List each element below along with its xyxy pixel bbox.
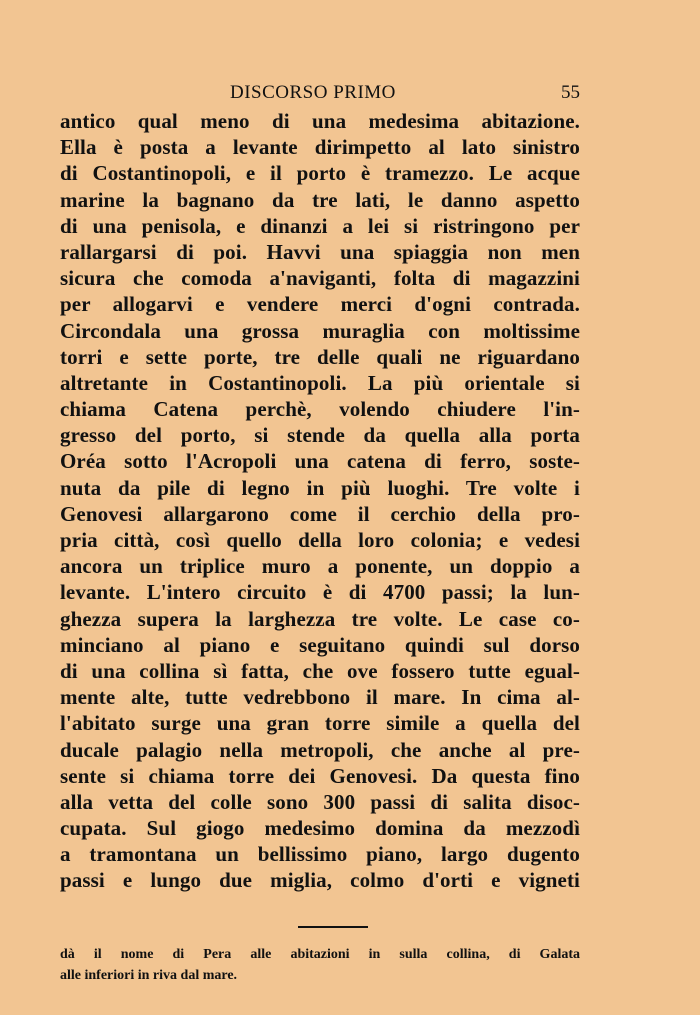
text-line: antico qual meno di una medesima abitazione. [60, 109, 580, 133]
text-line: Ella è posta a levante dirimpetto al lato sinistro [60, 135, 580, 160]
text-line: sente si chiama torre dei Genovesi. Da questa fino [60, 763, 580, 788]
text-line: per allogarvi e vendere merci d'ogni contrada. [60, 292, 580, 317]
text-line: ducale palagio nella metropoli, che anche al pre- [60, 737, 580, 762]
footnote-line: dà il nome di Pera alle abitazioni in sulla collina, di Galata [60, 947, 580, 962]
text-line: l'abitato surge una gran torre simile a quella del [60, 711, 580, 736]
text-line: ancora un triplice muro a ponente, un doppio a [60, 554, 580, 579]
text-line: sicura che comoda a'naviganti, folta di magazzini [60, 266, 580, 291]
text-line: Oréa sotto l'Acropoli una catena di ferro, soste- [60, 449, 580, 474]
body-text [60, 108, 580, 894]
running-head [60, 82, 580, 108]
footnote-divider [298, 926, 368, 928]
text-line: alla vetta del colle sono 300 passi di salita disoc- [60, 789, 580, 814]
footnote [60, 944, 580, 986]
text-line: altretante in Costantinopoli. La più orientale si [60, 370, 580, 395]
text-line: torri e sette porte, tre delle quali ne riguardano [60, 344, 580, 369]
text-line: di una collina sì fatta, che ove fossero tutte egual- [60, 658, 580, 683]
text-line: gresso del porto, si stende da quella alla porta [60, 423, 580, 448]
text-line: mente alte, tutte vedrebbono il mare. In cima al- [60, 685, 580, 710]
text-line: pria città, così quello della loro colonia; e vedesi [60, 528, 580, 552]
text-line: di Costantinopoli, e il porto è tramezzo. Le acque [60, 161, 580, 186]
text-line: di una penisola, e dinanzi a lei si ristringono per [60, 213, 580, 238]
text-line: a tramontana un bellissimo piano, largo dugento [60, 842, 580, 867]
text-line: nuta da pile di legno in più luoghi. Tre volte i [60, 475, 580, 500]
text-line: cupata. Sul giogo medesimo domina da mezzodì [60, 816, 580, 841]
running-title: DISCORSO PRIMO [230, 82, 396, 103]
text-line: levante. L'intero circuito è di 4700 passi; la lun- [60, 580, 580, 605]
text-line: minciano al piano e seguitano quindi sul dorso [60, 632, 580, 657]
footnote-line: alle inferiori in riva dal mare. [60, 968, 238, 983]
text-line: chiama Catena perchè, volendo chiudere l'in- [60, 397, 580, 422]
text-line: Genovesi allargarono come il cerchio della pro- [60, 501, 580, 526]
text-line: passi e lungo due miglia, colmo d'orti e vigneti [60, 868, 580, 893]
text-line: rallargarsi di poi. Havvi una spiaggia non men [60, 239, 580, 264]
page-number: 55 [561, 82, 580, 103]
text-line: Circondala una grossa muraglia con moltissime [60, 318, 580, 343]
text-line: ghezza supera la larghezza tre volte. Le case co- [60, 606, 580, 631]
text-line: marine la bagnano da tre lati, le danno aspetto [60, 187, 580, 212]
